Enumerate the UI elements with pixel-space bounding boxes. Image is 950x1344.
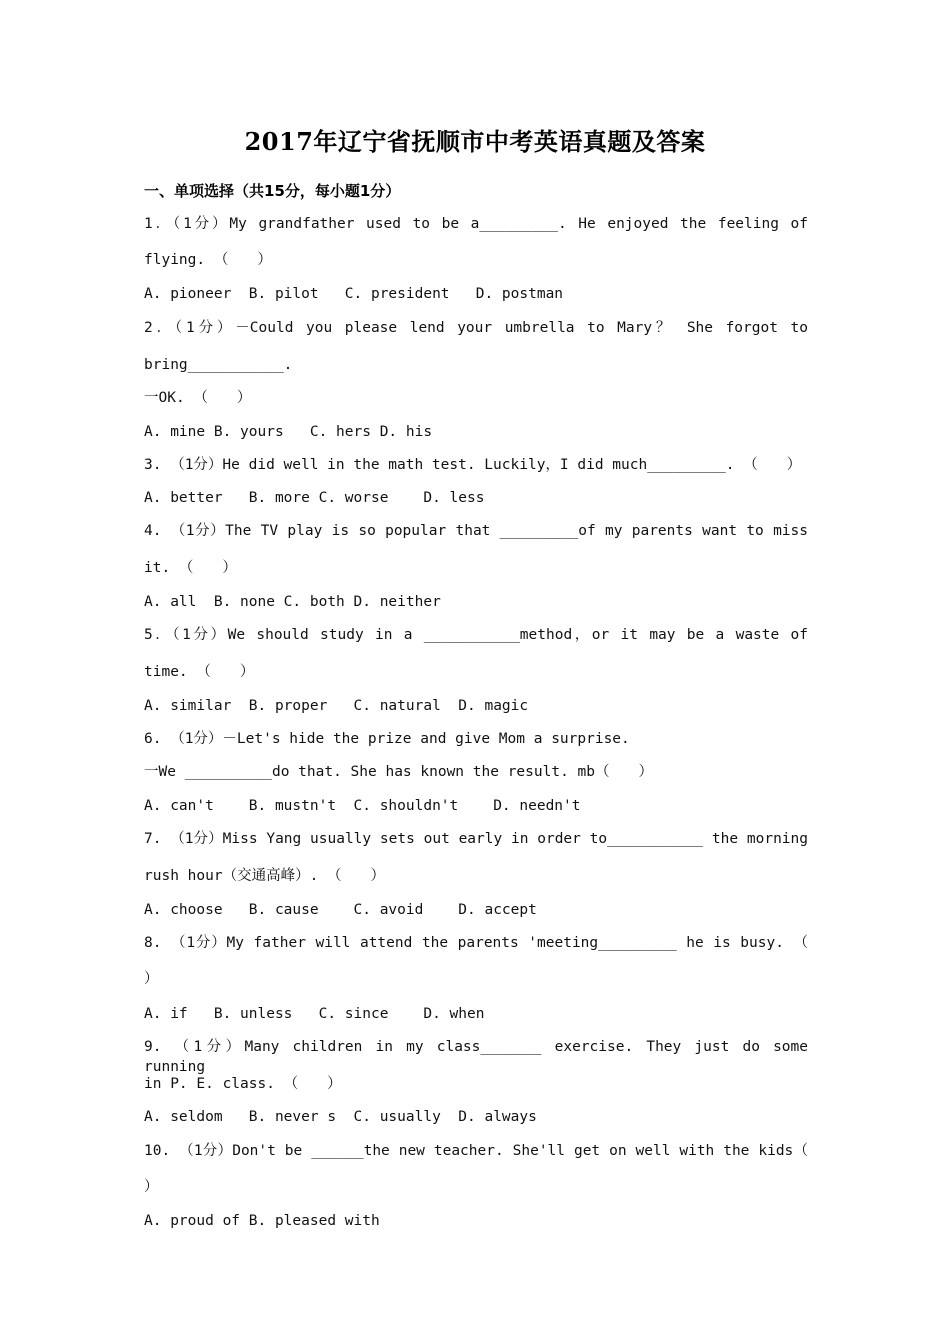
question-line: 3. （1分）He did well in the math test. Luckily，I did much_________. （ ）	[144, 457, 802, 473]
question-line: bring___________.	[144, 357, 293, 373]
question-line: 一OK. （ ）	[144, 390, 252, 406]
options-line: A. better B. more C. worse D. less	[144, 490, 485, 506]
section-heading: 一、单项选择（共15分，每小题1分）	[144, 182, 401, 200]
options-line: A. if B. unless C. since D. when	[144, 1006, 485, 1022]
page-title: 2017年辽宁省抚顺市中考英语真题及答案	[244, 127, 706, 156]
options-line: A. all B. none C. both D. neither	[144, 594, 441, 610]
question-line: 一We __________do that. She has known the result. mb（ ）	[144, 764, 653, 780]
question-line: ）	[144, 1179, 159, 1195]
question-line: 9. （1分）Many children in my class_______ exercise. They just do some running	[144, 1039, 808, 1075]
options-line: A. similar B. proper C. natural D. magic	[144, 698, 529, 714]
question-line: 2．（1分）－Could you please lend your umbrella to Mary？ She forgot to	[144, 320, 808, 336]
question-line: flying. （ ）	[144, 252, 272, 268]
question-line: rush hour（交通高峰）. （ ）	[144, 868, 386, 884]
question-line: 5．（1分）We should study in a ___________method，or it may be a waste of	[144, 627, 808, 643]
options-line: A. can't B. mustn't C. shouldn't D. needn't	[144, 798, 581, 814]
question-line: it. （ ）	[144, 560, 237, 576]
question-line: 4. （1分）The TV play is so popular that _________of my parents want to miss	[144, 523, 808, 539]
options-line: A. proud of B. pleased with	[144, 1213, 380, 1229]
question-line: 1．（1分）My grandfather used to be a_________. He enjoyed the feeling of	[144, 216, 808, 232]
question-line: in P. E. class. （ ）	[144, 1076, 342, 1092]
question-line: ）	[144, 971, 159, 987]
options-line: A. seldom B. never s C. usually D. always	[144, 1109, 537, 1125]
options-line: A. pioneer B. pilot C. president D. postman	[144, 286, 564, 302]
question-line: 8. （1分）My father will attend the parents 'meeting_________ he is busy. （	[144, 935, 808, 951]
question-line: time. （ ）	[144, 664, 255, 680]
options-line: A. choose B. cause C. avoid D. accept	[144, 902, 537, 918]
question-line: 10. （1分）Don't be ______the new teacher. She'll get on well with the kids（	[144, 1143, 808, 1159]
question-line: 6. （1分）－Let's hide the prize and give Mom a surprise.	[144, 731, 630, 747]
options-line: A. mine B. yours C. hers D. his	[144, 424, 433, 440]
question-line: 7. （1分）Miss Yang usually sets out early in order to___________ the morning	[144, 831, 808, 847]
